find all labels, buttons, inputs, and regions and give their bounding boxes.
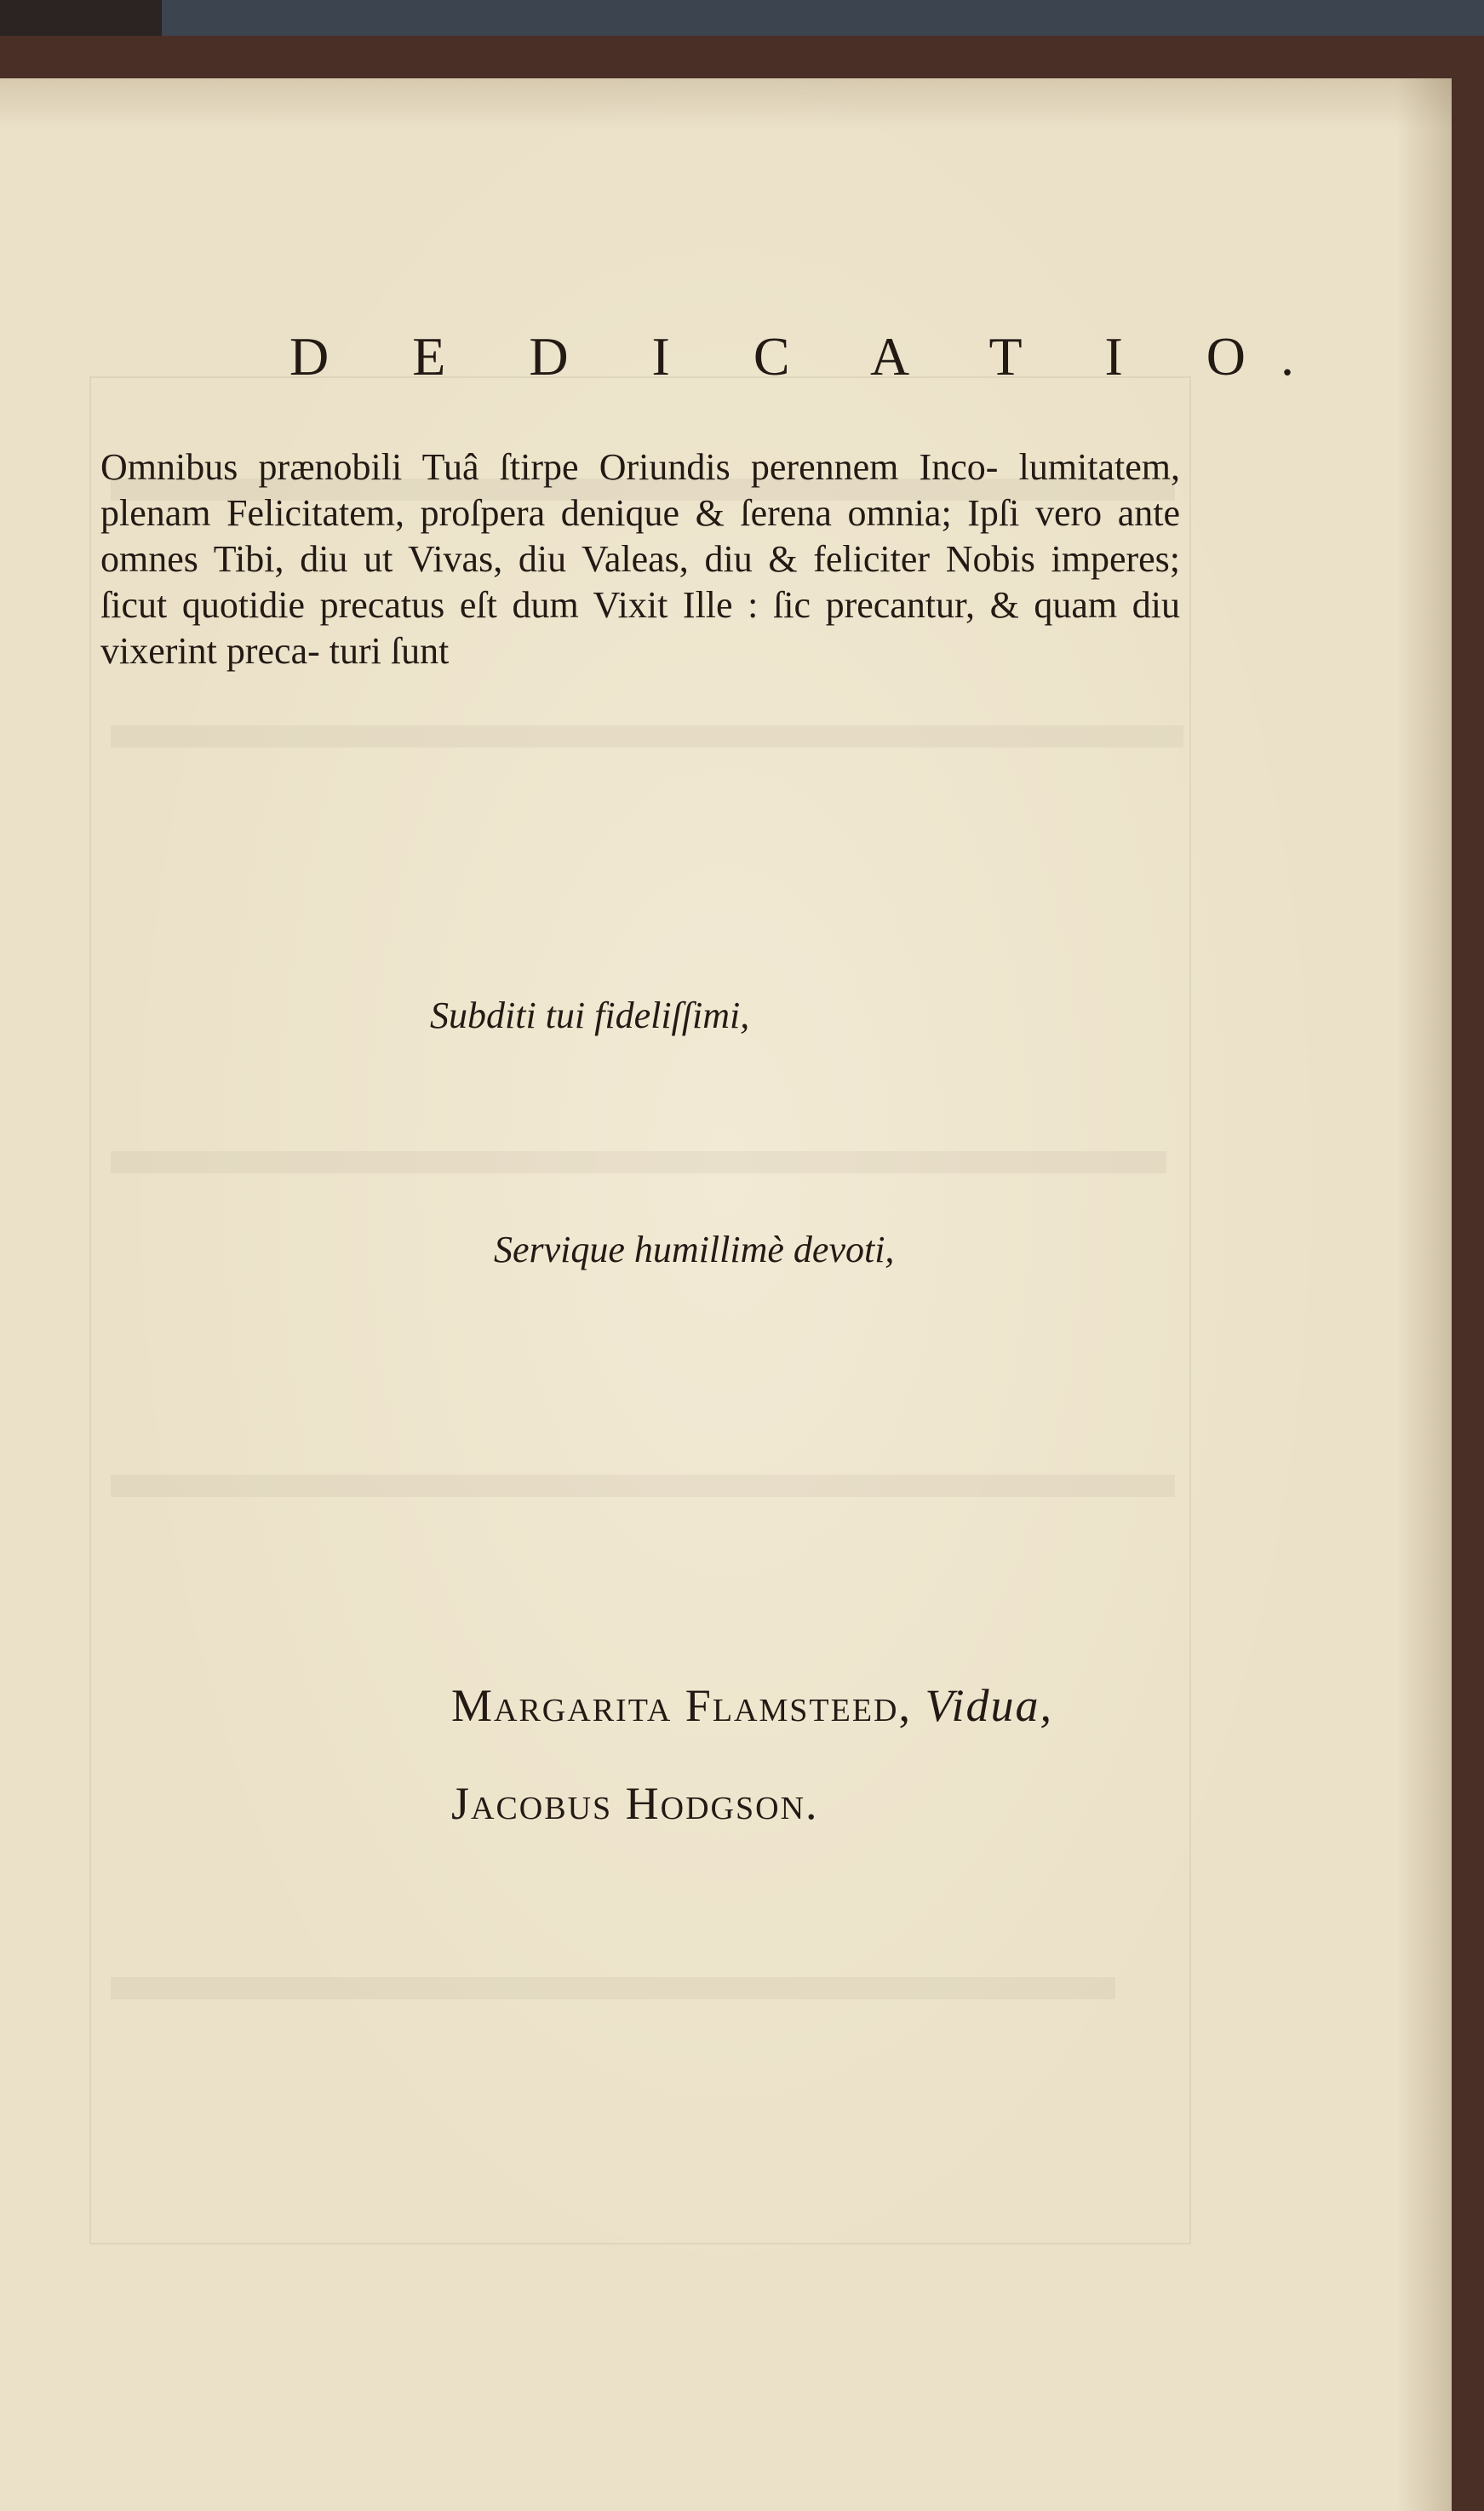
show-through-line bbox=[111, 1151, 1166, 1173]
text-line: omnia; Ipſi vero ante omnes Tibi, diu ut Vivas, diu Valeas, bbox=[100, 492, 1180, 580]
closing-line: Subditi tui fideliſſimi, bbox=[430, 995, 750, 1036]
show-through-line bbox=[111, 725, 1183, 748]
text-line: dum Vixit Ille : ſic precantur, & quam diu vixerint preca- bbox=[100, 584, 1180, 672]
show-through-line bbox=[111, 1977, 1115, 1999]
page-title: D E D I C A T I O. bbox=[289, 326, 1329, 387]
signature bbox=[451, 1679, 1053, 1732]
text-line: turi ſunt bbox=[329, 630, 450, 672]
text-line: lumitatem, plenam Felicitatem, proſpera denique & ſerena bbox=[100, 446, 1181, 534]
text-line: Omnibus prænobili Tuâ ſtirpe Oriundis perennem Inco- bbox=[100, 446, 999, 488]
dedication-paragraph bbox=[100, 444, 1180, 674]
closing-line: Servique humillimè devoti, bbox=[494, 1229, 895, 1270]
text-line: diu & feliciter Nobis imperes; ſicut quotidie precatus eſt bbox=[100, 538, 1181, 626]
show-through-line bbox=[111, 1475, 1175, 1497]
book-page bbox=[0, 78, 1452, 2511]
signatory-name: Margarita Flamsteed, bbox=[451, 1680, 912, 1731]
signatory-role: Vidua, bbox=[925, 1680, 1053, 1731]
scanner-background bbox=[162, 0, 1484, 36]
signature: Jacobus Hodgson. bbox=[451, 1778, 819, 1829]
